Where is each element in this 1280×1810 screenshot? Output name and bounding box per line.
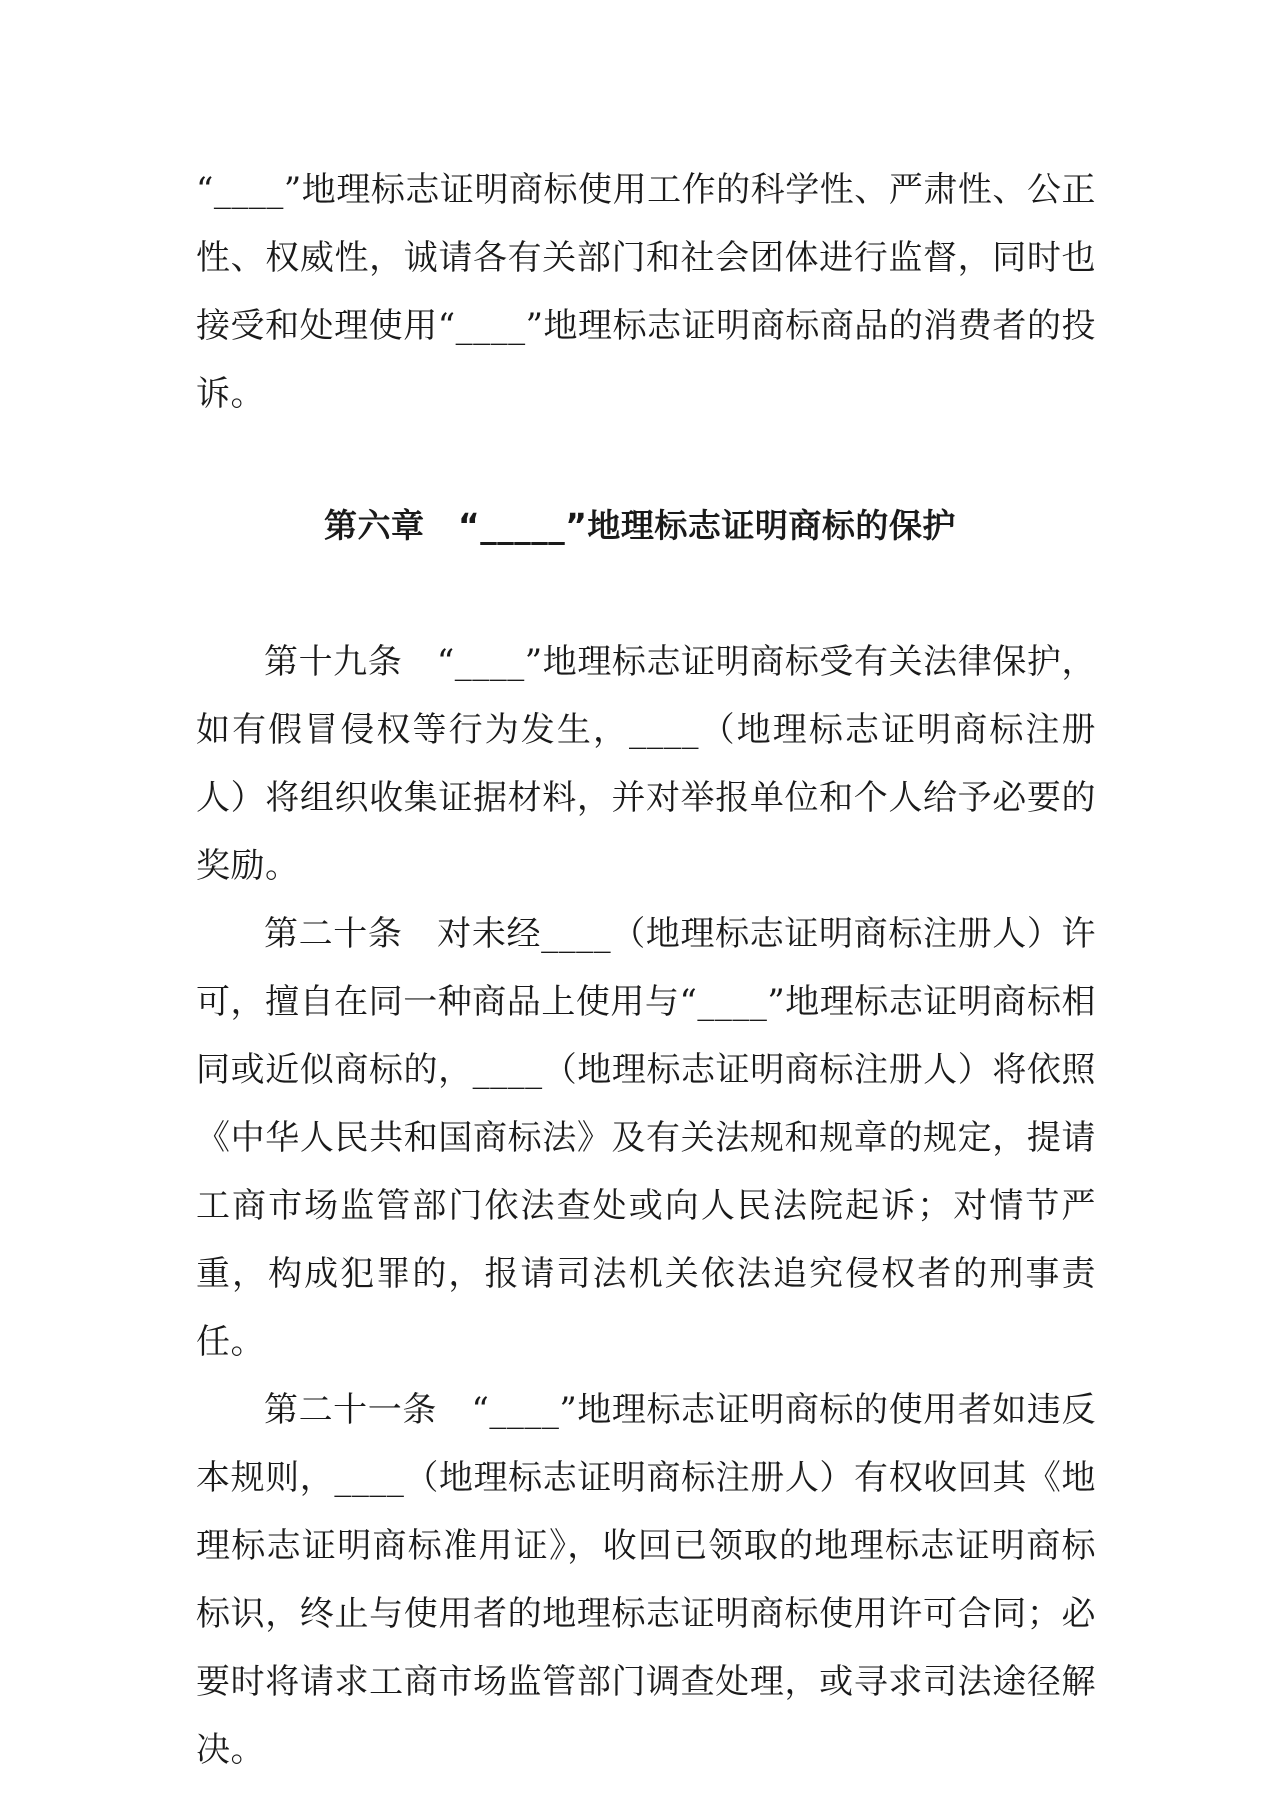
articles-section [196, 628, 1096, 1784]
article-20: 第二十条 对未经____（地理标志证明商标注册人）许可，擅自在同一种商品上使用与“____”地理标志证明商标相同或近似商标的，____（地理标志证明商标注册人）将依照《中华人民共和国商标法》及有关法规和规章的规定，提请工商市场监管部门依法查处或向人民法院起诉；对情节严重，构成犯罪的，报请司法机关依法追究侵权者的刑事责任。 [196, 914, 1096, 1362]
article-19: 第十九条 “____”地理标志证明商标受有关法律保护，如有假冒侵权等行为发生，____（地理标志证明商标注册人）将组织收集证据材料，并对举报单位和个人给予必要的奖励。 [196, 642, 1096, 886]
article-21: 第二十一条 “____”地理标志证明商标的使用者如违反本规则，____（地理标志证明商标注册人）有权收回其《地理标志证明商标准用证》，收回已领取的地理标志证明商标标识，终止与使用者的地理标志证明商标使用许可合同；必要时将请求工商市场监管部门调查处理，或寻求司法途径解决。 [196, 1390, 1096, 1770]
continuation-paragraph-block [196, 156, 1096, 428]
continuation-paragraph: “____”地理标志证明商标使用工作的科学性、严肃性、公正性、权威性，诚请各有关部门和社会团体进行监督，同时也接受和处理使用“____”地理标志证明商标商品的消费者的投诉。 [196, 170, 1096, 414]
chapter-heading: 第六章 “_____”地理标志证明商标的保护 [324, 506, 956, 545]
